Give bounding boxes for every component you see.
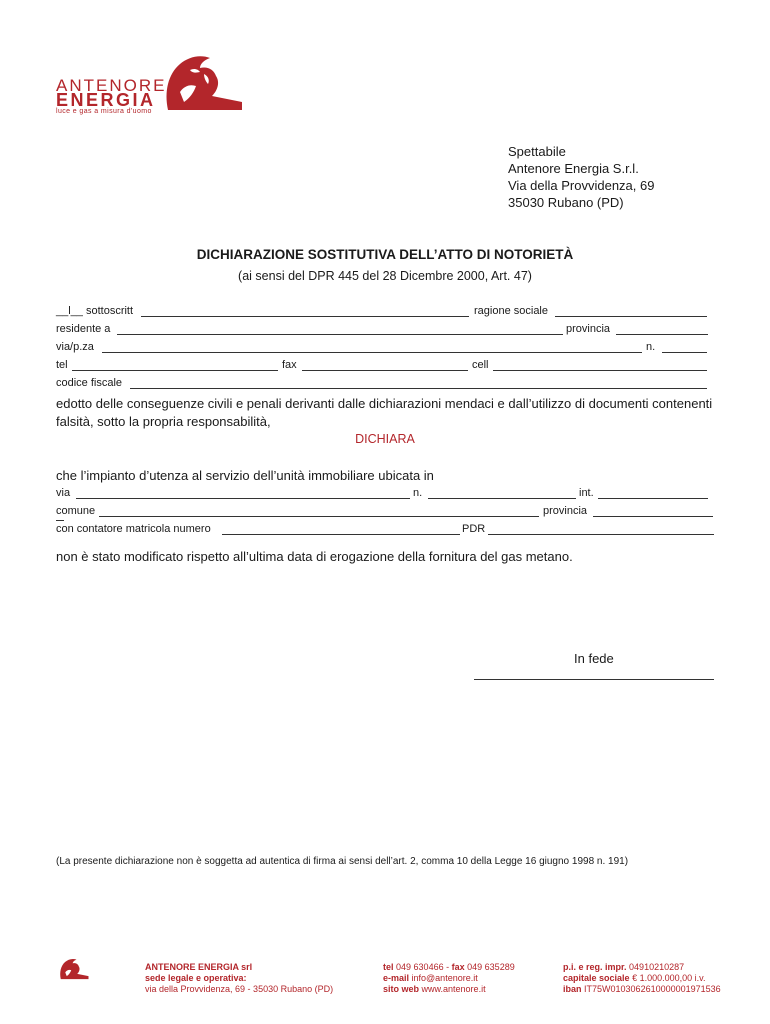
label-fax: fax [282, 359, 297, 371]
footer-web-label: sito web [383, 984, 420, 994]
dichiara-heading: DICHIARA [355, 432, 415, 446]
logo-text-antenore: ANTENORE [56, 76, 167, 95]
footer-web-value[interactable]: www.antenore.it [421, 984, 486, 994]
footer-contact-block: tel 049 630466 - fax 049 635289 e-mail info@antenore.it sito web www.antenore.it [383, 962, 515, 994]
cell-field[interactable] [493, 359, 707, 371]
provincia-field[interactable] [616, 323, 708, 335]
footer-iban-value: IT75W0103062610000001971536 [584, 984, 721, 994]
via-pza-field[interactable] [102, 341, 642, 353]
document-title: DICHIARAZIONE SOSTITUTIVA DELL’ATTO DI NOTORIETÀ [196, 247, 574, 262]
recipient-line: Antenore Energia S.r.l. [508, 161, 639, 176]
legal-note: (La presente dichiarazione non è soggetta ad autentica di firma ai sensi dell’art. 2, comma 10 della Legge 16 giugno 1998 n. 191) [56, 856, 629, 867]
numero-field[interactable] [662, 341, 707, 353]
signature-line[interactable] [474, 668, 714, 680]
codice-fiscale-field[interactable] [130, 377, 707, 389]
label-numero: n. [646, 341, 656, 353]
footer-capitale-label: capitale sociale [563, 973, 630, 983]
via-field[interactable] [76, 487, 410, 499]
footer-capitale-value: € 1.000.000,00 i.v. [632, 973, 706, 983]
footer-company-block [145, 962, 333, 995]
label-residente: residente a [56, 323, 111, 335]
logo-text-energia: ENERGIA [56, 90, 156, 110]
residente-field[interactable] [117, 323, 563, 335]
footer-company: ANTENORE ENERGIA srl [145, 962, 253, 972]
provincia-2-field[interactable] [593, 505, 713, 517]
int-field[interactable] [598, 487, 708, 499]
label-codice-fiscale: codice fiscale [56, 377, 123, 389]
comune-underline-mark [56, 509, 64, 521]
label-comune: comune [56, 505, 96, 517]
footer-fiscal-block [563, 962, 721, 995]
label-n: n. [413, 487, 423, 499]
footer-tel-label: tel [383, 962, 394, 972]
fax-field[interactable] [302, 359, 468, 371]
label-provincia-2: provincia [543, 505, 588, 517]
comune-field[interactable] [99, 505, 539, 517]
responsibility-paragraph: edotto delle conseguenze civili e penali derivanti dalle dichiarazioni mendaci e dall’utilizzo di documenti contenenti falsità, sotto la propria responsabilità, [56, 396, 713, 429]
footer-email-label: e-mail [383, 973, 410, 983]
footer-piva-value: 04910210287 [629, 962, 685, 972]
footer-fax-label: fax [451, 962, 465, 972]
in-fede-label: In fede [574, 651, 614, 666]
label-pdr: PDR [462, 523, 486, 535]
logo-tagline: luce e gas a misura d'uomo [56, 108, 152, 115]
footer-lion-icon [54, 956, 90, 982]
label-sottoscritt: __l__ sottoscritt [56, 305, 134, 317]
recipient-line: Spettabile [508, 144, 566, 159]
label-ragione-sociale: ragione sociale [474, 305, 548, 317]
non-modificato-paragraph: non è stato modificato rispetto all’ultima data di erogazione della fornitura del gas metano. [56, 549, 573, 564]
recipient-address [508, 143, 654, 211]
footer-email-value[interactable]: info@antenore.it [411, 973, 478, 983]
recipient-line: 35030 Rubano (PD) [508, 195, 624, 210]
matricola-field[interactable] [222, 523, 460, 535]
footer-sede-label: sede legale e operativa: [145, 973, 247, 983]
label-int: int. [579, 487, 594, 499]
ragione-sociale-field[interactable] [555, 305, 707, 317]
recipient-line: Via della Provvidenza, 69 [508, 178, 655, 193]
footer-sede-value: via della Provvidenza, 69 - 35030 Rubano (PD) [145, 984, 334, 994]
impianto-paragraph: che l’impianto d’utenza al servizio dell’unità immobiliare ubicata in [56, 468, 434, 483]
footer-fax-value: 049 635289 [467, 962, 515, 972]
document-subtitle: (ai sensi del DPR 445 del 28 Dicembre 2000, Art. 47) [238, 269, 532, 283]
footer-iban-label: iban [563, 984, 582, 994]
label-via: via [56, 487, 71, 499]
label-provincia: provincia [566, 323, 611, 335]
pdr-field[interactable] [488, 523, 714, 535]
footer-piva-label: p.i. e reg. impr. [563, 962, 627, 972]
label-cell: cell [472, 359, 489, 371]
label-tel: tel [56, 359, 68, 371]
sottoscritt-field[interactable] [141, 305, 469, 317]
lion-logo-icon [150, 52, 246, 114]
n-field[interactable] [428, 487, 576, 499]
label-via-pza: via/p.za [56, 341, 94, 353]
tel-field[interactable] [72, 359, 278, 371]
footer-tel-value: 049 630466 [396, 962, 444, 972]
label-matricola: con contatore matricola numero [56, 523, 211, 535]
